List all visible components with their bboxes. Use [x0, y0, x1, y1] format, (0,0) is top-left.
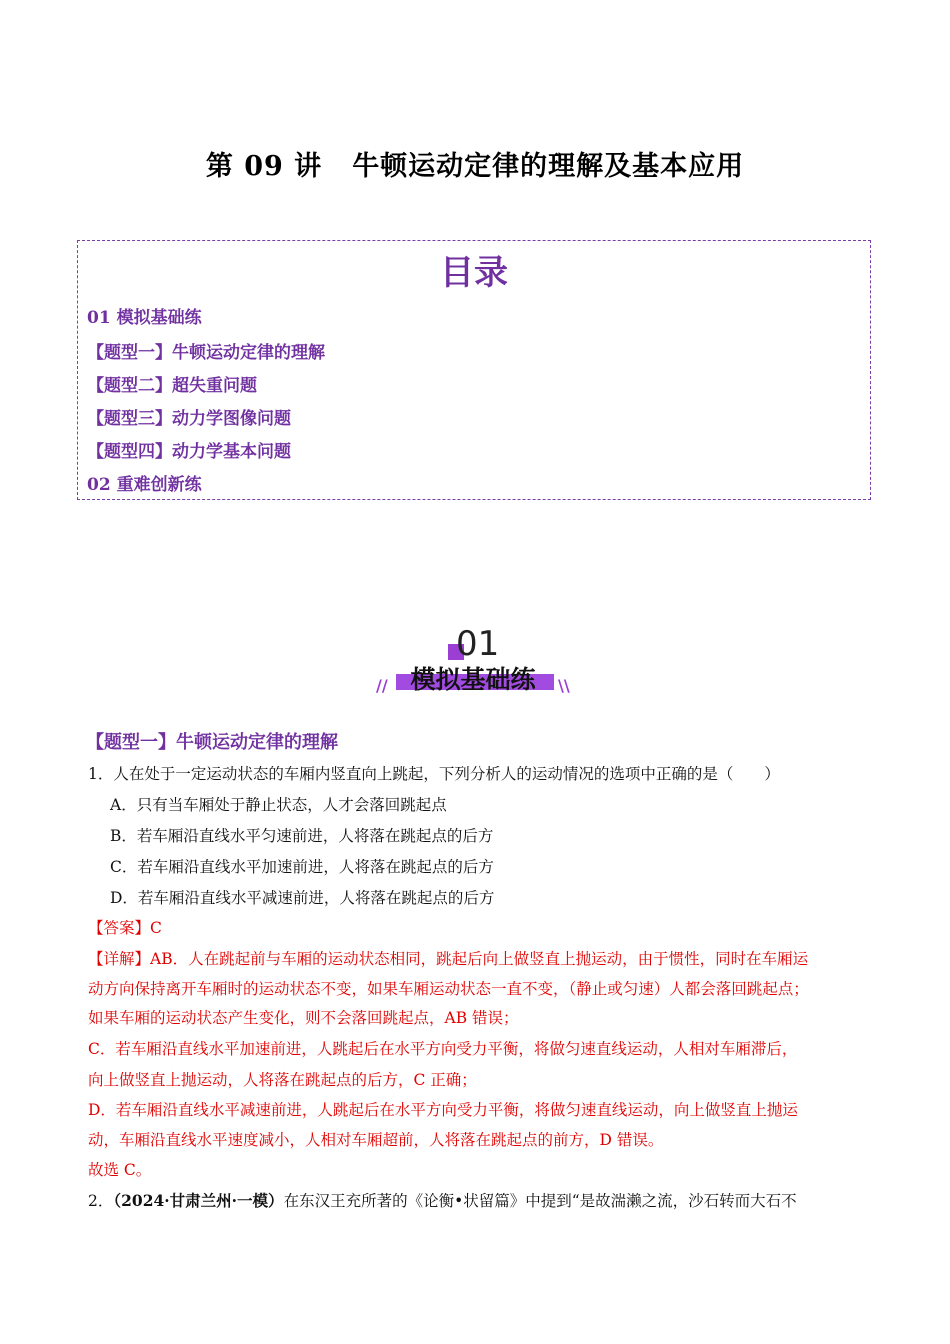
page-title: [0, 144, 950, 183]
q2-text: 在东汉王充所著的《论衡•状留篇》中提到“是故湍濑之流，沙石转而大石不: [283, 1192, 797, 1210]
banner-left-slash-icon: //: [376, 676, 388, 695]
banner-number: 01: [456, 624, 500, 664]
q1-conclusion: 故选 C。: [88, 1161, 152, 1179]
q1-explanation-line: 动方向保持离开车厢时的运动状态不变，如果车厢运动状态一直不变，（静止或匀速）人都会落回跳起点；: [88, 980, 809, 998]
q2-source: （2024·甘肃兰州·一模）: [113, 1191, 284, 1210]
q1-answer: 【答案】C: [88, 919, 162, 937]
q1-explanation-line: 向上做竖直上抛运动，人将落在跳起点的后方，C 正确；: [88, 1071, 477, 1089]
toc-item-type-2[interactable]: 【题型二】超失重问题: [87, 376, 257, 396]
toc-heading: 目录: [440, 253, 508, 293]
q1-explanation-line: 如果车厢的运动状态产生变化，则不会落回跳起点，AB 错误；: [88, 1009, 519, 1027]
q1-option-c: C．若车厢沿直线水平加速前进，人将落在跳起点的后方: [110, 858, 494, 876]
q1-explanation-line: 动，车厢沿直线水平速度减小，人相对车厢超前，人将落在跳起点的前方，D 错误。: [88, 1131, 664, 1149]
q1-option-d: D．若车厢沿直线水平减速前进，人将落在跳起点的后方: [110, 889, 495, 907]
toc-item-advanced-practice[interactable]: 02 重难创新练: [87, 475, 202, 495]
q1-explanation-line: C．若车厢沿直线水平加速前进，人跳起后在水平方向受力平衡，将做匀速直线运动，人相对车厢滞后，: [88, 1040, 798, 1058]
q1-option-b: B．若车厢沿直线水平匀速前进，人将落在跳起点的后方: [110, 827, 494, 845]
q1-explanation-line: D．若车厢沿直线水平减速前进，人跳起后在水平方向受力平衡，将做匀速直线运动，向上做竖直上抛运: [88, 1101, 798, 1119]
table-of-contents: [77, 240, 871, 500]
section-heading: 【题型一】牛顿运动定律的理解: [86, 732, 338, 753]
q1-explanation-line: 【详解】AB．人在跳起前与车厢的运动状态相同，跳起后向上做竖直上抛运动，由于惯性，同时在车厢运: [88, 950, 809, 968]
banner-right-slash-icon: \\: [558, 676, 570, 695]
q2-number: 2．: [88, 1192, 114, 1210]
toc-item-type-1[interactable]: 【题型一】牛顿运动定律的理解: [87, 343, 325, 363]
q2-stem: [88, 1189, 797, 1211]
q1-stem: 1．人在处于一定运动状态的车厢内竖直向上跳起，下列分析人的运动情况的选项中正确的是（ ）: [88, 765, 780, 783]
lecture-topic: 牛顿运动定律的理解及基本应用: [352, 151, 745, 182]
banner-label: 模拟基础练: [410, 665, 536, 694]
lecture-number: 第 09 讲: [205, 151, 323, 182]
toc-item-basic-practice[interactable]: 01 模拟基础练: [87, 308, 202, 328]
toc-item-type-3[interactable]: 【题型三】动力学图像问题: [87, 409, 291, 429]
section-banner: [370, 622, 580, 702]
q1-option-a: A．只有当车厢处于静止状态，人才会落回跳起点: [110, 796, 447, 814]
toc-item-type-4[interactable]: 【题型四】动力学基本问题: [87, 442, 291, 462]
